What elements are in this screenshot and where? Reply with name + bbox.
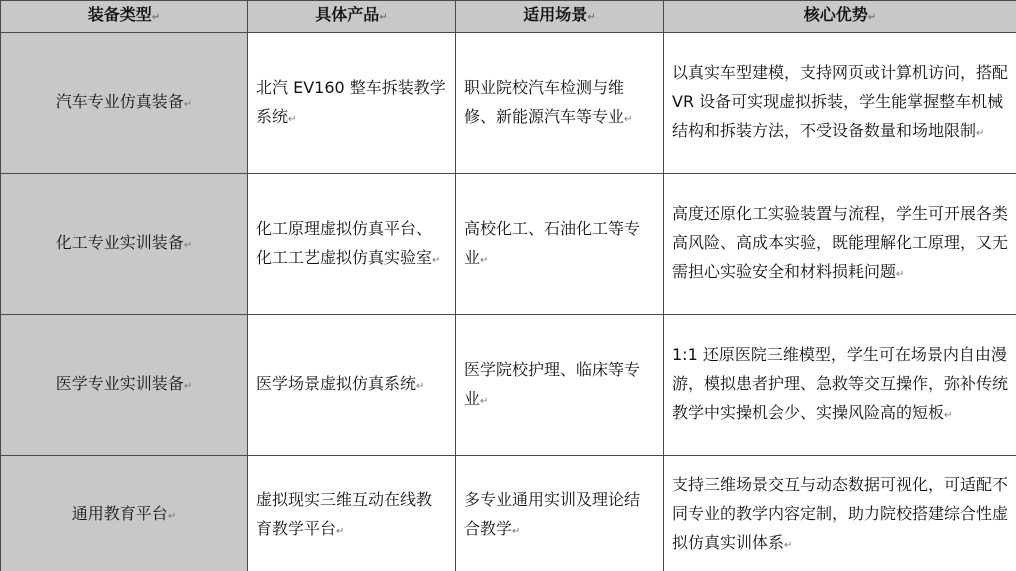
cell-type: 通用教育平台↵ [1, 456, 248, 571]
cell-type: 化工专业实训装备↵ [1, 174, 248, 315]
cell-type: 汽车专业仿真装备↵ [1, 33, 248, 174]
header-row [1, 1, 1016, 33]
table-row [1, 456, 1016, 571]
header-scene: 适用场景↵ [456, 1, 664, 33]
table-row [1, 33, 1016, 174]
table-row [1, 315, 1016, 456]
cell-scene: 职业院校汽车检测与维修、新能源汽车等专业↵ [456, 33, 664, 174]
cell-scene: 高校化工、石油化工等专业↵ [456, 174, 664, 315]
cell-type: 医学专业实训装备↵ [1, 315, 248, 456]
cell-scene: 医学院校护理、临床等专业↵ [456, 315, 664, 456]
cell-advantage: 1:1 还原医院三维模型，学生可在场景内自由漫游，模拟患者护理、急救等交互操作，弥补传统教学中实操机会少、实操风险高的短板↵ [664, 315, 1016, 456]
cell-advantage: 以真实车型建模，支持网页或计算机访问，搭配 VR 设备可实现虚拟拆装，学生能掌握整车机械结构和拆装方法，不受设备数量和场地限制↵ [664, 33, 1016, 174]
header-type: 装备类型↵ [1, 1, 248, 33]
cell-scene: 多专业通用实训及理论结合教学↵ [456, 456, 664, 571]
header-product: 具体产品↵ [248, 1, 456, 33]
header-advantage: 核心优势↵ [664, 1, 1016, 33]
cell-advantage: 支持三维场景交互与动态数据可视化，可适配不同专业的教学内容定制，助力院校搭建综合性虚拟仿真实训体系↵ [664, 456, 1016, 571]
cell-advantage: 高度还原化工实验装置与流程，学生可开展各类高风险、高成本实验，既能理解化工原理，又无需担心实验安全和材料损耗问题↵ [664, 174, 1016, 315]
cell-product: 北汽 EV160 整车拆装教学系统↵ [248, 33, 456, 174]
cell-product: 化工原理虚拟仿真平台、化工工艺虚拟仿真实验室↵ [248, 174, 456, 315]
cell-product: 医学场景虚拟仿真系统↵ [248, 315, 456, 456]
cell-product: 虚拟现实三维互动在线教育教学平台↵ [248, 456, 456, 571]
table-row [1, 174, 1016, 315]
